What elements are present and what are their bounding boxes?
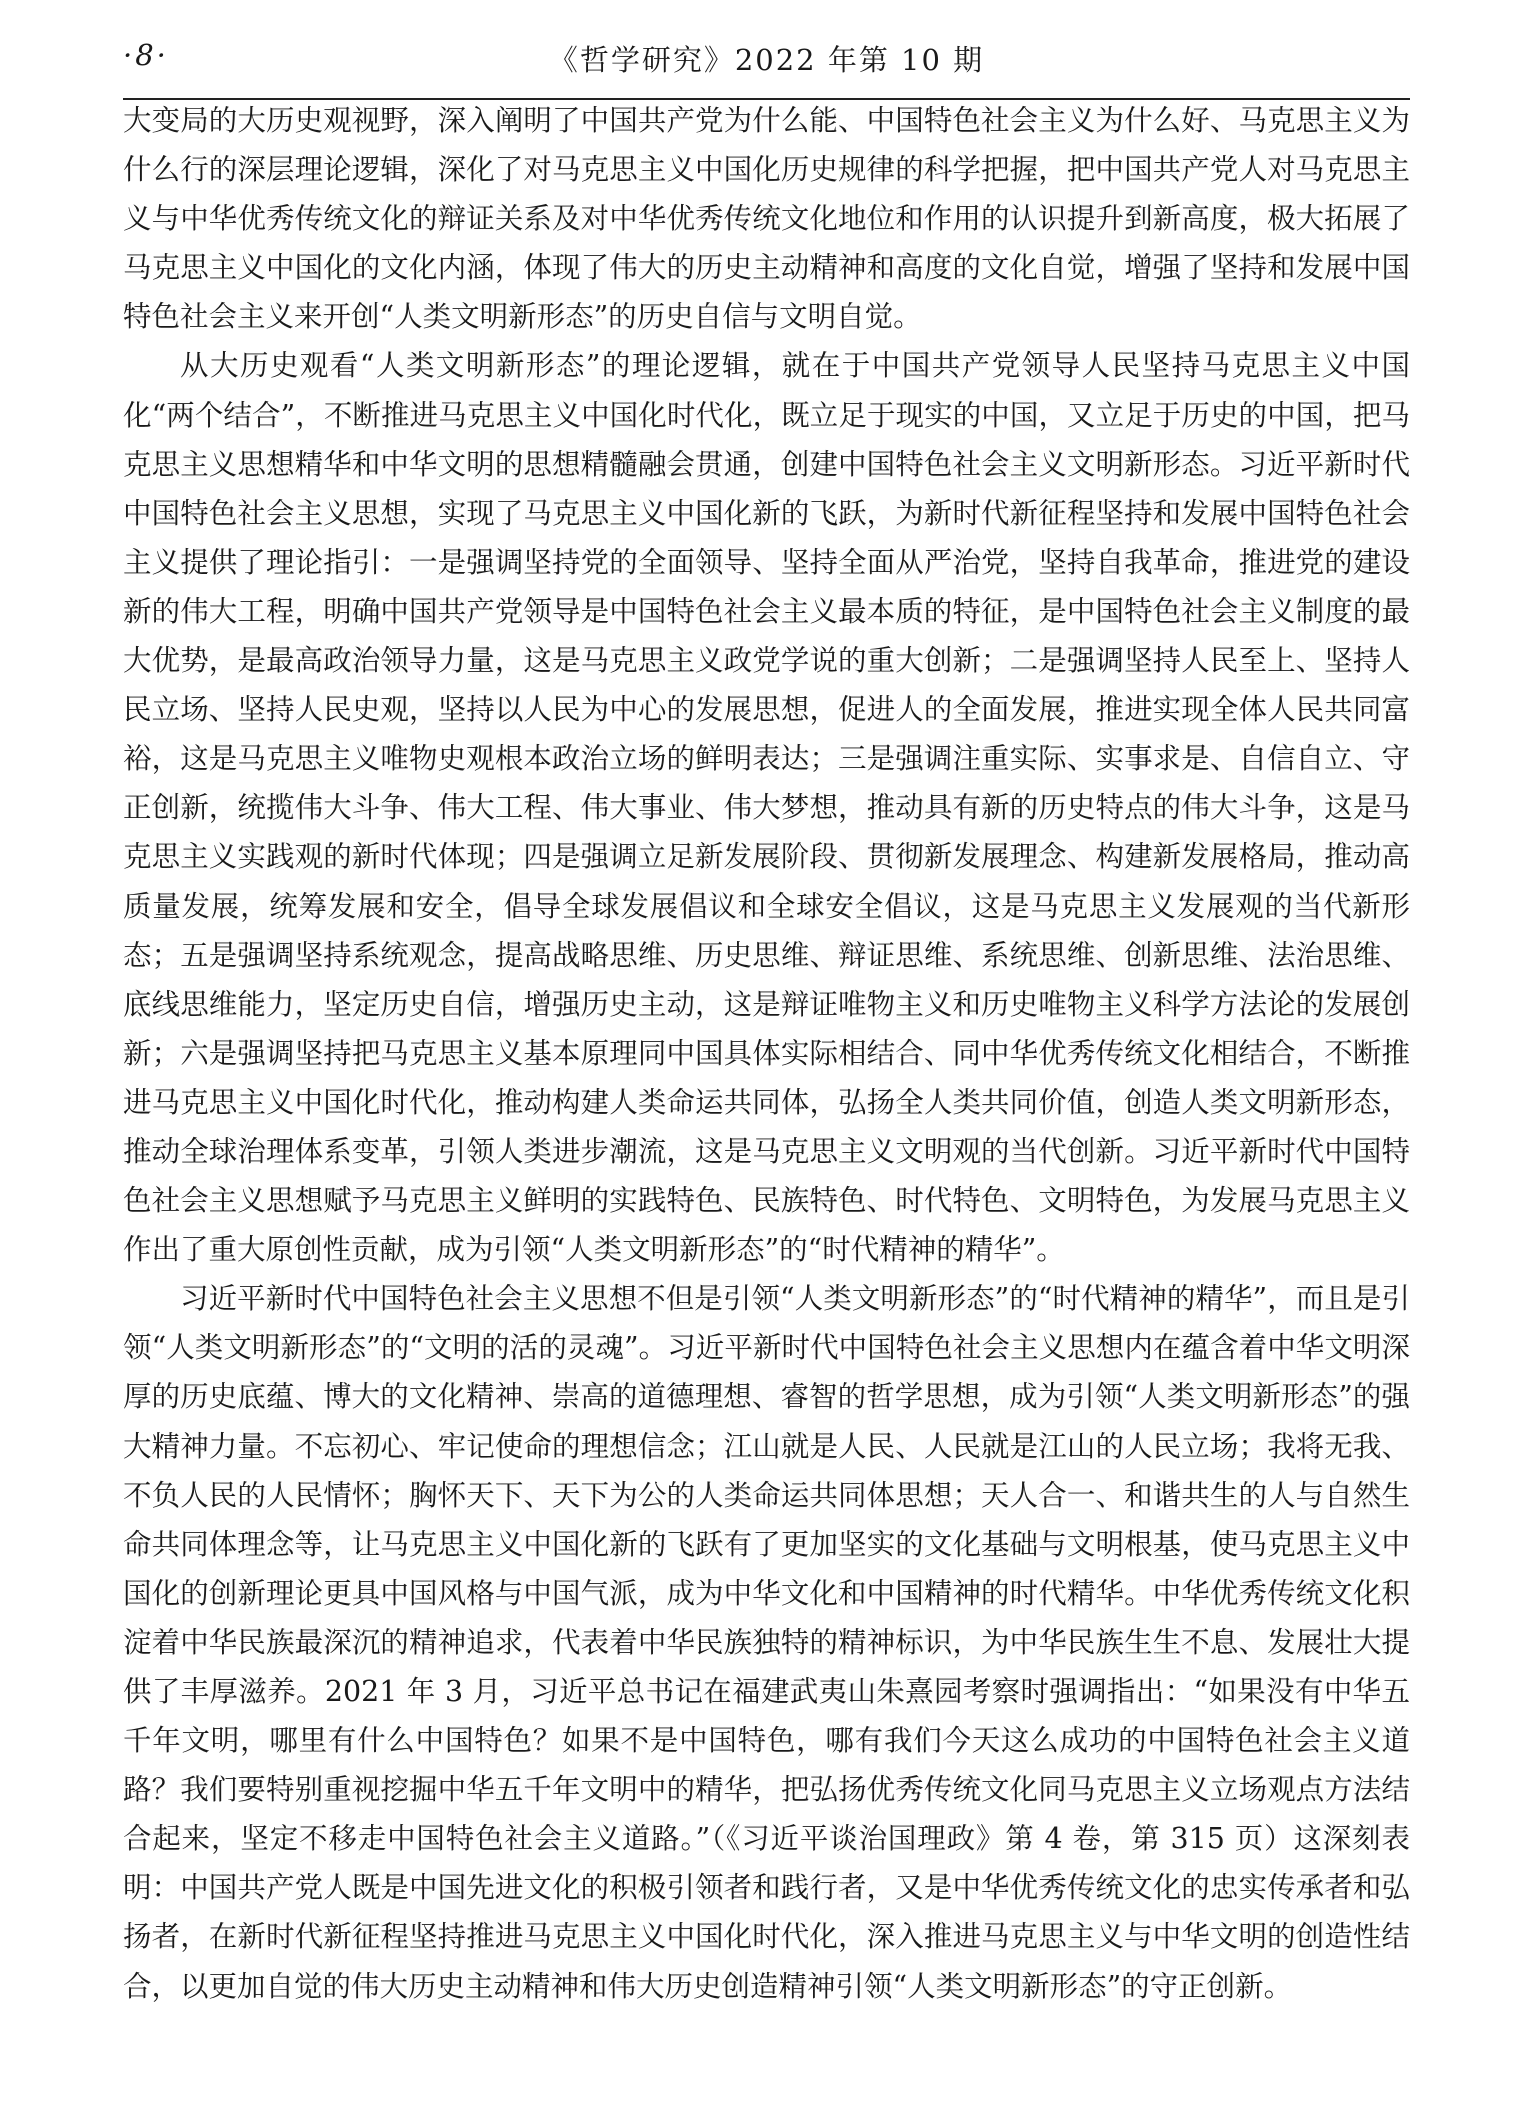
page-header	[123, 16, 1410, 100]
journal-title: 《哲学研究》2022 年第 10 期	[548, 43, 985, 77]
article-body	[123, 96, 1410, 2011]
paragraph-theoretical-logic: 从大历史观看“人类文明新形态”的理论逻辑，就在于中国共产党领导人民坚持马克思主义中国化“两个结合”，不断推进马克思主义中国化时代化，既立足于现实的中国，又立足于历史的中国，把马克思主义思想精华和中华文明的思想精髓融会贯通，创建中国特色社会主义文明新形态。习近平新时代中国特色社会主义思想，实现了马克思主义中国化新的飞跃，为新时代新征程坚持和发展中国特色社会主义提供了理论指引：一是强调坚持党的全面领导、坚持全面从严治党，坚持自我革命，推进党的建设新的伟大工程，明确中国共产党领导是中国特色社会主义最本质的特征，是中国特色社会主义制度的最大优势，是最高政治领导力量，这是马克思主义政党学说的重大创新；二是强调坚持人民至上、坚持人民立场、坚持人民史观，坚持以人民为中心的发展思想，促进人的全面发展，推进实现全体人民共同富裕，这是马克思主义唯物史观根本政治立场的鲜明表达；三是强调注重实际、实事求是、自信自立、守正创新，统揽伟大斗争、伟大工程、伟大事业、伟大梦想，推动具有新的历史特点的伟大斗争，这是马克思主义实践观的新时代体现；四是强调立足新发展阶段、贯彻新发展理念、构建新发展格局，推动高质量发展，统筹发展和安全，倡导全球发展倡议和全球安全倡议，这是马克思主义发展观的当代新形态；五是强调坚持系统观念，提高战略思维、历史思维、辩证思维、系统思维、创新思维、法治思维、底线思维能力，坚定历史自信，增强历史主动，这是辩证唯物主义和历史唯物主义科学方法论的发展创新；六是强调坚持把马克思主义基本原理同中国具体实际相结合、同中华优秀传统文化相结合，不断推进马克思主义中国化时代化，推动构建人类命运共同体，弘扬全人类共同价值，创造人类文明新形态，推动全球治理体系变革，引领人类进步潮流，这是马克思主义文明观的当代创新。习近平新时代中国特色社会主义思想赋予马克思主义鲜明的实践特色、民族特色、时代特色、文明特色，为发展马克思主义作出了重大原创性贡献，成为引领“人类文明新形态”的“时代精神的精华”。	[123, 349, 1410, 1267]
paragraph-soul-of-civilization: 习近平新时代中国特色社会主义思想不但是引领“人类文明新形态”的“时代精神的精华”，而且是引领“人类文明新形态”的“文明的活的灵魂”。习近平新时代中国特色社会主义思想内在蕴含着中华文明深厚的历史底蕴、博大的文化精神、崇高的道德理想、睿智的哲学思想，成为引领“人类文明新形态”的强大精神力量。不忘初心、牢记使命的理想信念；江山就是人民、人民就是江山的人民立场；我将无我、不负人民的人民情怀；胸怀天下、天下为公的人类命运共同体思想；天人合一、和谐共生的人与自然生命共同体理念等，让马克思主义中国化新的飞跃有了更加坚实的文化基础与文明根基，使马克思主义中国化的创新理论更具中国风格与中国气派，成为中华文化和中国精神的时代精华。中华优秀传统文化积淀着中华民族最深沉的精神追求，代表着中华民族独特的精神标识，为中华民族生生不息、发展壮大提供了丰厚滋养。2021 年 3 月，习近平总书记在福建武夷山朱熹园考察时强调指出：“如果没有中华五千年文明，哪里有什么中国特色？如果不是中国特色，哪有我们今天这么成功的中国特色社会主义道路？我们要特别重视挖掘中华五千年文明中的精华，把弘扬优秀传统文化同马克思主义立场观点方法结合起来，坚定不移走中国特色社会主义道路。”（《习近平谈治国理政》第 4 卷，第 315 页）这深刻表明：中国共产党人既是中国先进文化的积极引领者和践行者，又是中华优秀传统文化的忠实传承者和弘扬者，在新时代新征程坚持推进马克思主义中国化时代化，深入推进马克思主义与中华文明的创造性结合，以更加自觉的伟大历史主动精神和伟大历史创造精神引领“人类文明新形态”的守正创新。	[123, 1282, 1410, 2003]
paragraph-continued: 大变局的大历史观视野，深入阐明了中国共产党为什么能、中国特色社会主义为什么好、马克思主义为什么行的深层理论逻辑，深化了对马克思主义中国化历史规律的科学把握，把中国共产党人对马克思主义与中华优秀传统文化的辩证关系及对中华优秀传统文化地位和作用的认识提升到新高度，极大拓展了马克思主义中国化的文化内涵，体现了伟大的历史主动精神和高度的文化自觉，增强了坚持和发展中国特色社会主义来开创“人类文明新形态”的历史自信与文明自觉。	[123, 104, 1410, 334]
page-number: ·8·	[123, 38, 169, 72]
